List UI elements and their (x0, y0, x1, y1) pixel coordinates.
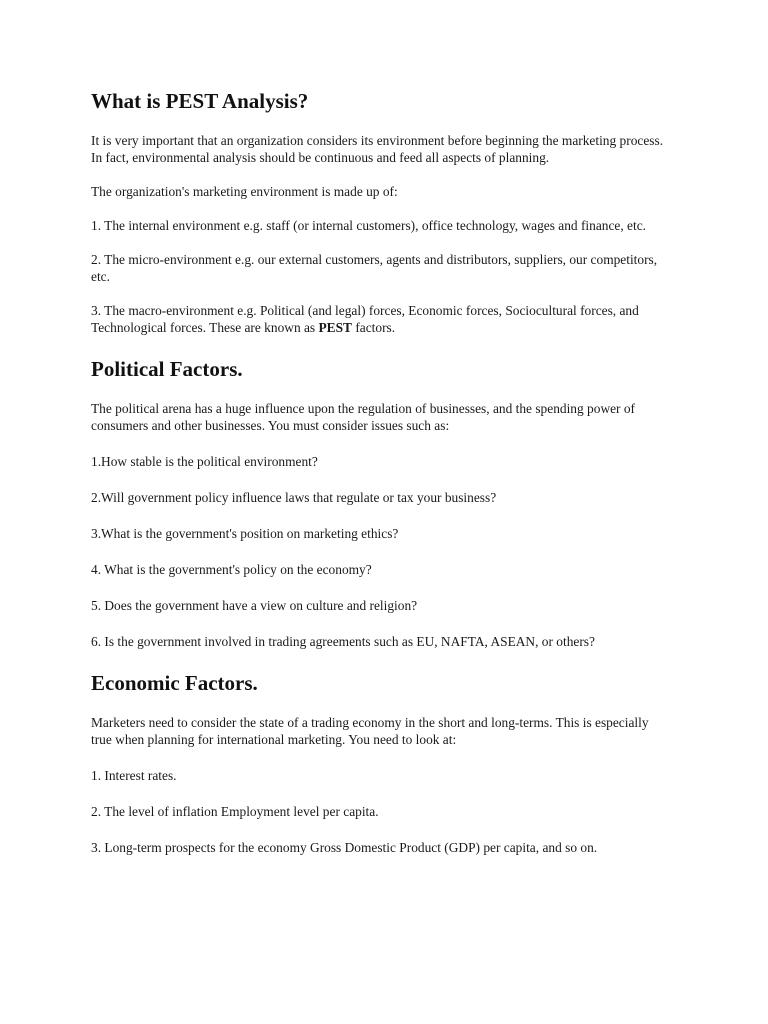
list-item-political-6: 6. Is the government involved in trading agreements such as EU, NAFTA, ASEAN, or others? (91, 634, 595, 649)
list-item-political-4: 4. What is the government's policy on the economy? (91, 562, 372, 577)
list-item-economic-2: 2. The level of inflation Employment level per capita. (91, 804, 379, 819)
list-item-economic-3: 3. Long-term prospects for the economy Gross Domestic Product (GDP) per capita, and so on. (91, 840, 598, 855)
heading-economic-factors: Economic Factors. (91, 671, 258, 695)
list-item-political-5: 5. Does the government have a view on culture and religion? (91, 598, 418, 613)
paragraph-environment-lead: The organization's marketing environment is made up of: (91, 184, 398, 199)
pest-bold-term: PEST (318, 320, 352, 335)
macro-text-after: factors. (351, 320, 396, 335)
document-page (91, 88, 671, 856)
list-item-political-3: 3.What is the government's position on marketing ethics? (91, 526, 399, 541)
heading-pest-analysis: What is PEST Analysis? (91, 89, 309, 113)
list-item-economic-1: 1. Interest rates. (91, 768, 177, 783)
paragraph-macro-environment (91, 302, 671, 336)
paragraph-micro-environment: 2. The micro-environment e.g. our external customers, agents and distributors, suppliers, our competitors, etc. (91, 252, 658, 284)
paragraph-political-intro: The political arena has a huge influence upon the regulation of businesses, and the spending power of consumers and other businesses. You must consider issues such as: (91, 401, 636, 433)
list-item-political-2: 2.Will government policy influence laws that regulate or tax your business? (91, 490, 497, 505)
paragraph-intro: It is very important that an organization considers its environment before beginning the marketing process. In fact, environmental analysis should be continuous and feed all aspects of planning. (91, 133, 664, 165)
paragraph-economic-intro: Marketers need to consider the state of a trading economy in the short and long-terms. This is especially true when planning for international marketing. You need to look at: (91, 715, 649, 747)
heading-political-factors: Political Factors. (91, 357, 243, 381)
macro-text-before: 3. The macro-environment e.g. Political (and legal) forces, Economic forces, Sociocultural forces, and Technological forces. These are known as (91, 303, 639, 335)
list-item-political-1: 1.How stable is the political environment? (91, 454, 318, 469)
paragraph-internal-environment: 1. The internal environment e.g. staff (or internal customers), office technology, wages and finance, etc. (91, 218, 647, 233)
